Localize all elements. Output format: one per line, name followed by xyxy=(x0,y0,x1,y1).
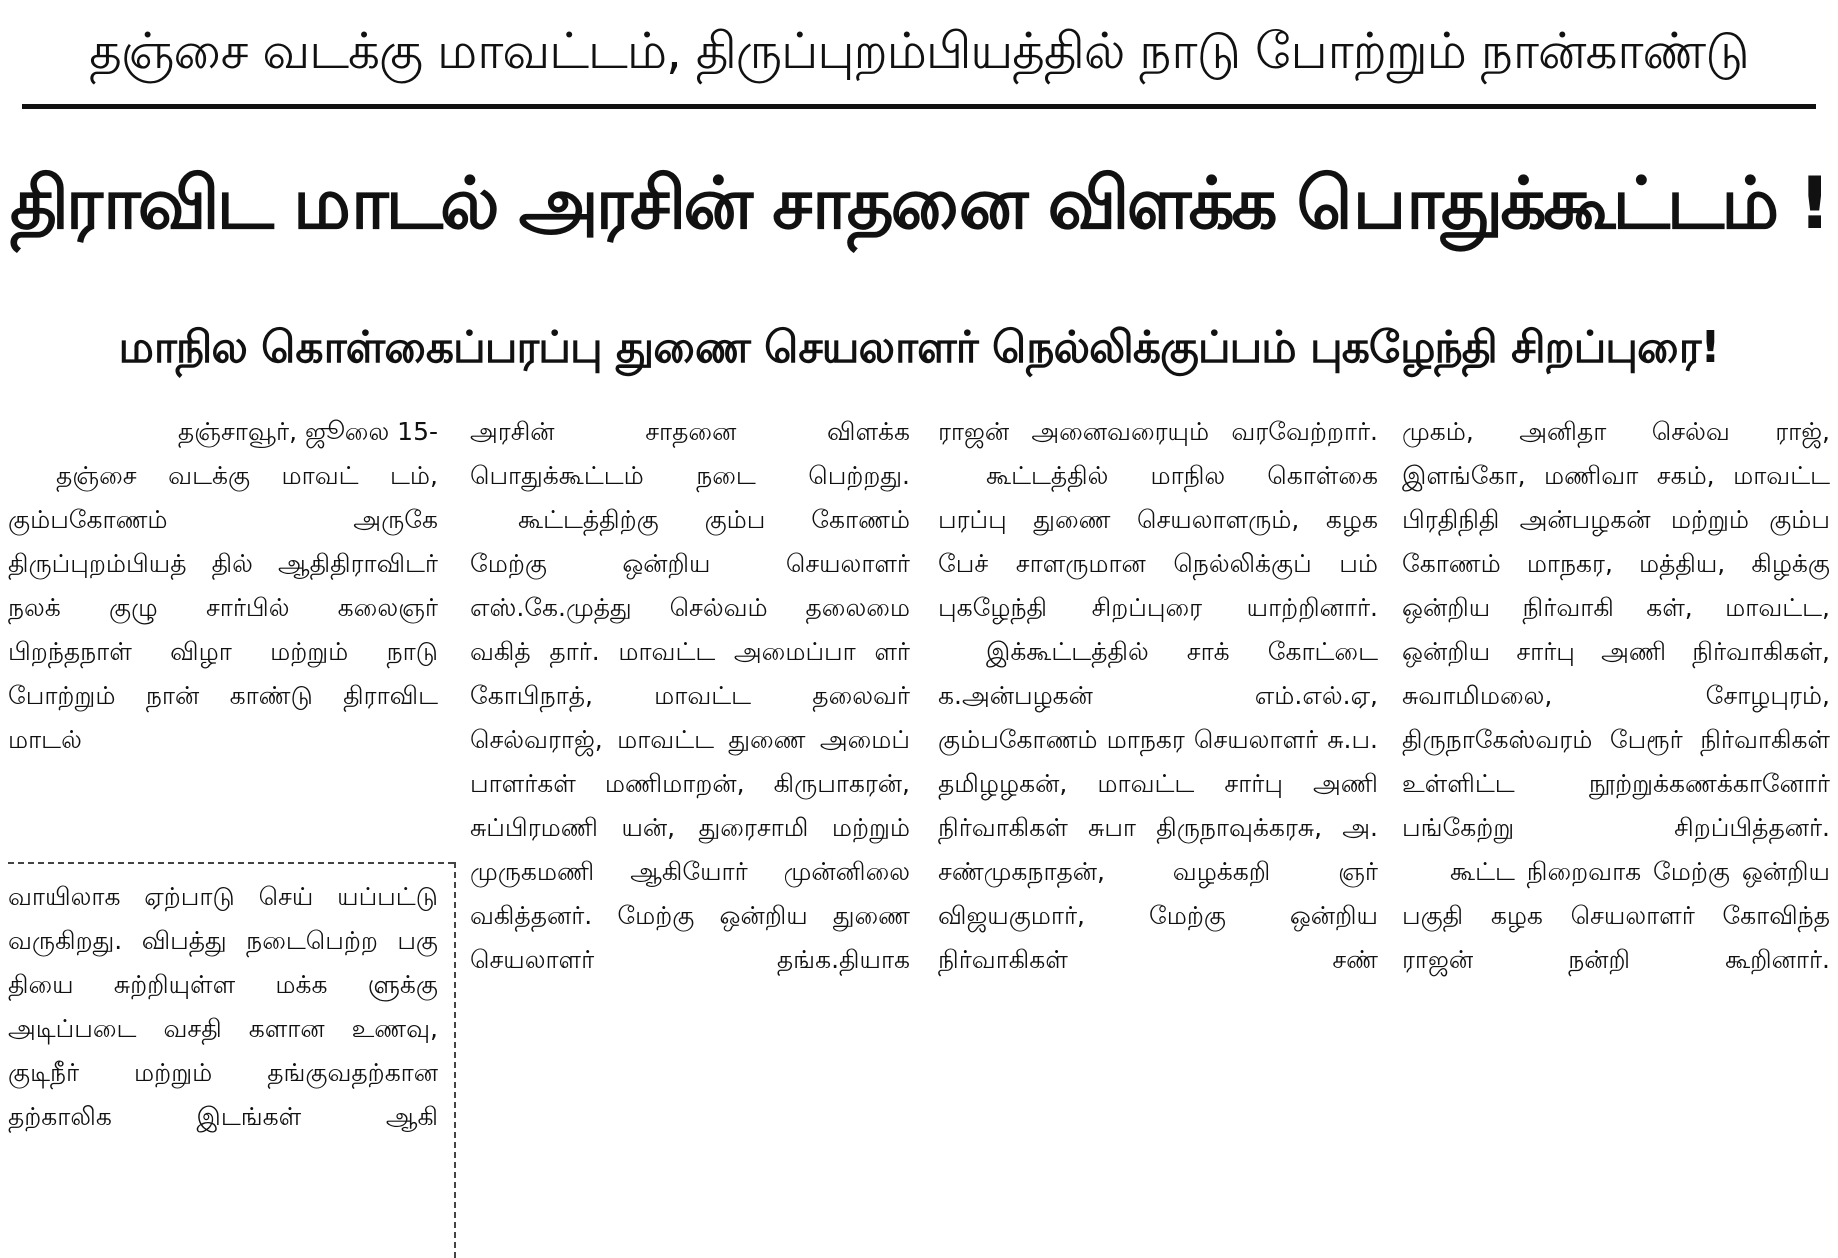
paragraph: இக்கூட்டத்தில் சாக் கோட்டை க.அன்பழகன் எம்.எல்.ஏ, கும்பகோணம் மாநகர செயலாளர் சு.ப. தமிழழகன், மாவட்ட சார்பு அணி நிர்வாகிகள் சுபா திருநாவுக்கரசு, அ. சண்முகநாதன், வழக்கறி ஞர் விஜயகுமார், மேற்கு ஒன்றிய நிர்வாகிகள் சண் xyxy=(938,637,1378,974)
main-headline: திராவிட மாடல் அரசின் சாதனை விளக்க பொதுக்கூட்டம் ! xyxy=(9,161,1829,245)
article-column-2 xyxy=(470,410,910,1258)
article-column-1-bottom xyxy=(8,875,438,1258)
divider-rule xyxy=(22,104,1816,109)
dashed-divider xyxy=(8,862,454,864)
paragraph: வாயிலாக ஏற்பாடு செய் யப்பட்டு வருகிறது. விபத்து நடைபெற்ற பகு தியை சுற்றியுள்ள மக்க ளுக்கு அடிப்படை வசதி களான உணவு, குடிநீர் மற்றும் தங்குவதற்கான தற்காலிக இடங்கள் ஆகி xyxy=(8,882,438,1131)
paragraph: அரசின் சாதனை விளக்க பொதுக்கூட்டம் நடை பெற்றது. xyxy=(470,417,910,490)
article-column-1-top xyxy=(8,410,438,840)
sub-headline: மாநில கொள்கைப்பரப்பு துணை செயலாளர் நெல்லிக்குப்பம் புகழேந்தி சிறப்புரை! xyxy=(118,321,1720,373)
kicker-headline: தஞ்சை வடக்கு மாவட்டம், திருப்புறம்பியத்தில் நாடு போற்றும் நான்காண்டு xyxy=(89,21,1749,80)
article-column-3 xyxy=(938,410,1378,1258)
paragraph: தஞ்சை வடக்கு மாவட் டம், கும்பகோணம் அருகே திருப்புறம்பியத் தில் ஆதிதிராவிடர் நலக் குழு சார்பில் கலைஞர் பிறந்தநாள் விழா மற்றும் நாடு போற்றும் நான் காண்டு திராவிட மாடல் xyxy=(8,461,438,754)
paragraph: முகம், அனிதா செல்வ ராஜ், இளங்கோ, மணிவா சகம், மாவட்ட பிரதிநிதி அன்பழகன் மற்றும் கும்ப கோணம் மாநகர, மத்திய, கிழக்கு ஒன்றிய நிர்வாகி கள், மாவட்ட, ஒன்றிய சார்பு அணி நிர்வாகிகள், சுவாமிமலை, சோழபுரம், திருநாகேஸ்வரம் பேரூர் நிர்வாகிகள் உள்ளிட்ட நூற்றுக்கணக்கானோர் பங்கேற்று சிறப்பித்தனர். xyxy=(1402,417,1830,842)
paragraph: கூட்டத்தில் மாநில கொள்கை பரப்பு துணை செயலாளரும், கழக பேச் சாளருமான நெல்லிக்குப் பம் புகழேந்தி சிறப்புரை யாற்றினார். xyxy=(938,461,1378,622)
dashed-divider xyxy=(454,862,456,1258)
dateline: தஞ்சாவூர், ஜூலை 15- xyxy=(177,417,438,446)
paragraph: கூட்டத்திற்கு கும்ப கோணம் மேற்கு ஒன்றிய செயலாளர் எஸ்.கே.முத்து செல்வம் தலைமை வகித் தார். மாவட்ட அமைப்பா ளர் கோபிநாத், மாவட்ட தலைவர் செல்வராஜ், மாவட்ட துணை அமைப் பாளர்கள் மணிமாறன், கிருபாகரன், சுப்பிரமணி யன், துரைசாமி மற்றும் முருகமணி ஆகியோர் முன்னிலை வகித்தனர். மேற்கு ஒன்றிய துணை செயலாளர் தங்க.தியாக xyxy=(470,505,910,974)
paragraph: கூட்ட நிறைவாக மேற்கு ஒன்றிய பகுதி கழக செயலாளர் கோவிந்த ராஜன் நன்றி கூறினார். xyxy=(1402,857,1830,974)
paragraph: ராஜன் அனைவரையும் வரவேற்றார். xyxy=(938,417,1378,446)
article-column-4 xyxy=(1402,410,1830,1258)
